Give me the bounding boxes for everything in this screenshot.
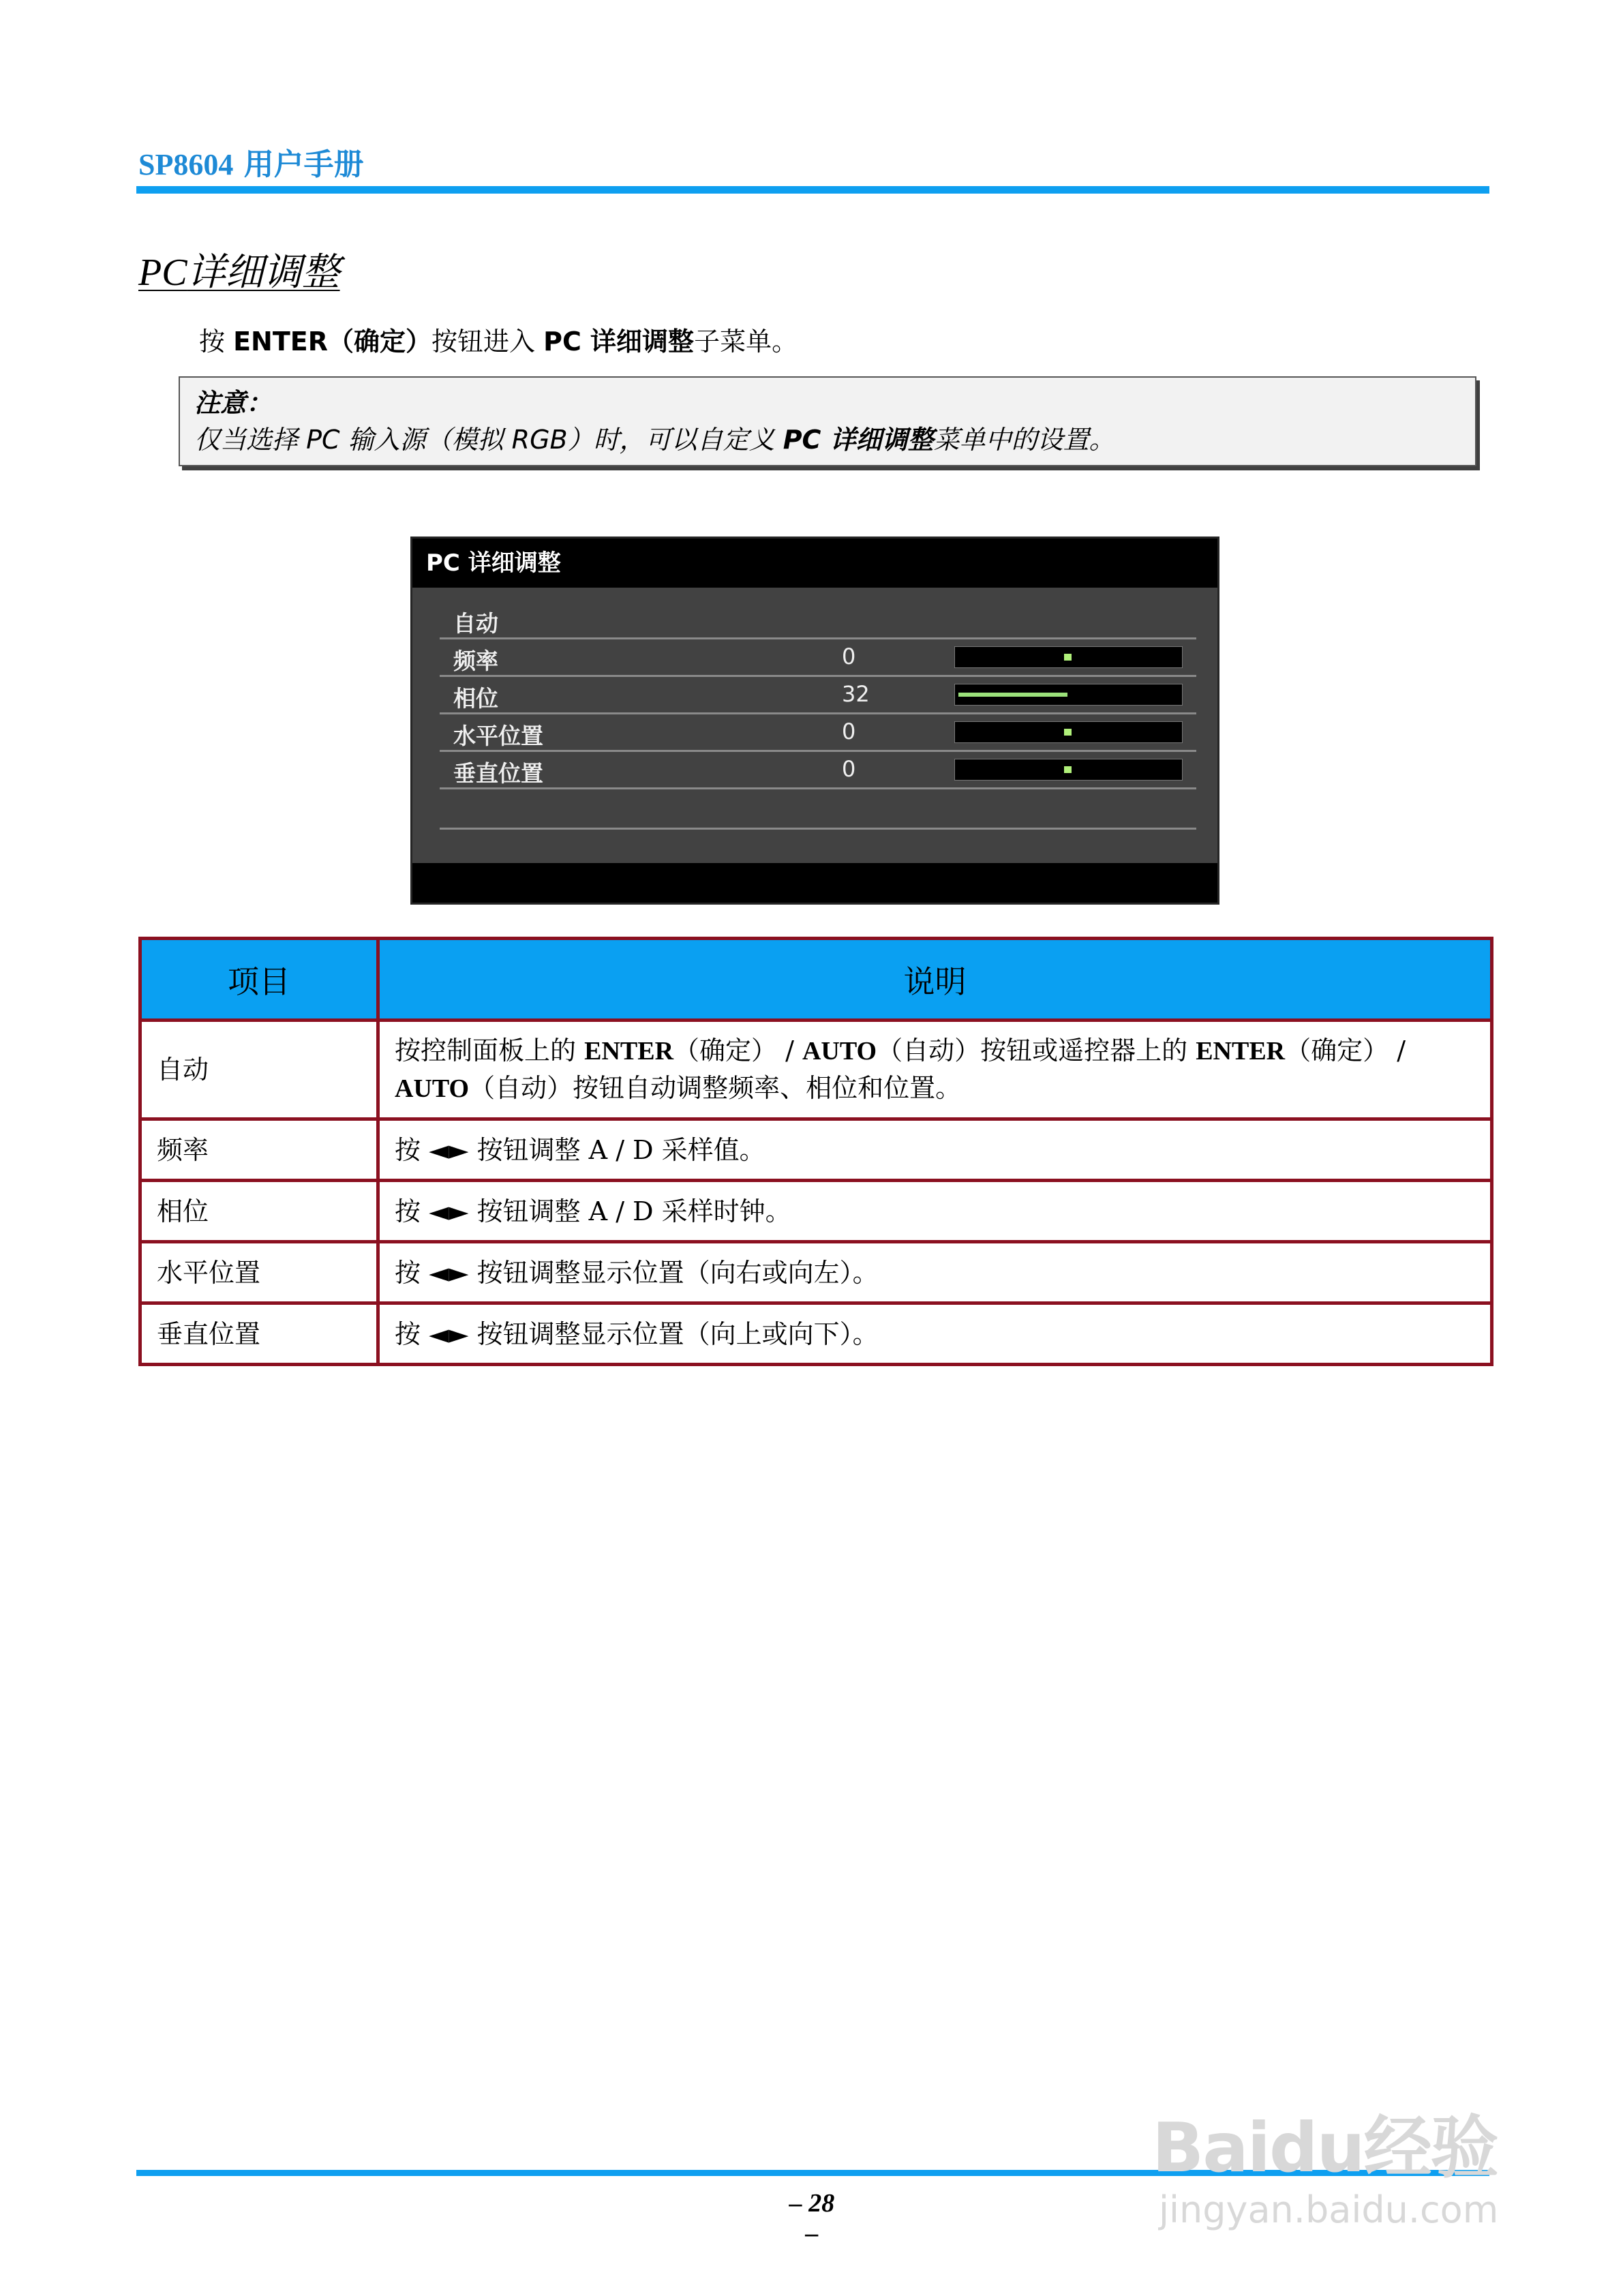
intro-menu-name: PC 详细调整 <box>543 327 695 357</box>
osd-slider <box>954 646 1183 668</box>
desc-part: （自动）按钮自动调整频率、相位和位置。 <box>469 1073 962 1103</box>
osd-divider <box>440 828 1196 830</box>
osd-value: 0 <box>842 644 856 669</box>
osd-value: 0 <box>842 756 856 782</box>
table-row <box>140 1119 1492 1181</box>
table-cell-desc: 按 ◄► 按钮调整显示位置（向右或向左）。 <box>378 1242 1492 1303</box>
section-heading <box>138 242 340 297</box>
table-header-row <box>140 939 1492 1021</box>
watermark-logo: Baidu经验 <box>1152 2108 1498 2188</box>
section-heading-latin: PC <box>138 252 187 294</box>
desc-key: AUTO <box>802 1037 877 1066</box>
osd-row-frequency <box>440 639 1196 677</box>
intro-text-1: 按 <box>199 327 234 357</box>
table-header-description: 说明 <box>378 939 1492 1021</box>
osd-label: 自动 <box>453 610 498 637</box>
table-row <box>140 1181 1492 1242</box>
page-number: – 28 – <box>789 2189 835 2248</box>
header-title-text: 用户手册 <box>233 147 364 182</box>
table-header-item: 项目 <box>140 939 378 1021</box>
osd-label: 相位 <box>453 685 498 712</box>
intro-text-2: 按钮进入 <box>431 327 544 357</box>
osd-label: 垂直位置 <box>453 760 543 787</box>
osd-slider-marker <box>1064 766 1072 773</box>
note-text-2: 菜单中的设置。 <box>933 425 1115 455</box>
osd-slider-marker <box>1064 654 1072 661</box>
osd-slider <box>954 721 1183 743</box>
table-cell-desc: 按 ◄► 按钮调整 A / D 采样值。 <box>378 1119 1492 1181</box>
intro-text-3: 子菜单。 <box>694 327 798 357</box>
desc-part: （自动）按钮或遥控器上的 <box>877 1036 1196 1066</box>
osd-menu <box>410 537 1219 905</box>
note-text-1: 仅当选择 PC 输入源（模拟 RGB）时，可以自定义 <box>194 425 783 455</box>
osd-label: 水平位置 <box>453 723 543 749</box>
table-row <box>140 1242 1492 1303</box>
desc-part: （确定） / <box>673 1036 802 1066</box>
table-cell-item: 垂直位置 <box>140 1303 378 1365</box>
osd-slider <box>954 759 1183 781</box>
desc-key: ENTER <box>584 1037 674 1066</box>
table-cell-desc: 按 ◄► 按钮调整显示位置（向上或向下）。 <box>378 1303 1492 1365</box>
desc-part: 按控制面板上的 <box>395 1036 585 1066</box>
osd-row-phase <box>440 677 1196 714</box>
section-heading-text: 详细调整 <box>187 250 340 294</box>
osd-footer-bar <box>412 863 1217 903</box>
table-cell-item: 自动 <box>140 1021 378 1119</box>
table-cell-item: 相位 <box>140 1181 378 1242</box>
table-row <box>140 1021 1492 1119</box>
osd-slider <box>954 684 1183 706</box>
model-name: SP8604 <box>138 148 234 181</box>
osd-row-auto <box>440 602 1196 639</box>
osd-label: 频率 <box>453 648 498 674</box>
desc-key: ENTER <box>1196 1037 1286 1066</box>
desc-key: AUTO <box>395 1074 470 1103</box>
osd-value: 32 <box>842 681 870 707</box>
document-header-title <box>138 140 364 183</box>
osd-slider-fill <box>958 693 1067 697</box>
table-cell-item: 频率 <box>140 1119 378 1181</box>
osd-title: PC 详细调整 <box>412 539 1217 588</box>
desc-part: （确定） / <box>1285 1036 1406 1066</box>
osd-row-v-position <box>440 752 1196 789</box>
intro-enter-key: ENTER（确定） <box>233 327 431 357</box>
watermark-url: jingyan.baidu.com <box>1159 2188 1499 2231</box>
table-cell-desc: 按 ◄► 按钮调整 A / D 采样时钟。 <box>378 1181 1492 1242</box>
header-divider <box>136 186 1489 194</box>
note-text-bold: PC 详细调整 <box>783 425 934 455</box>
table-cell-item: 水平位置 <box>140 1242 378 1303</box>
table-row <box>140 1303 1492 1365</box>
osd-row-h-position <box>440 714 1196 752</box>
table-cell-desc <box>378 1021 1492 1119</box>
description-table <box>138 937 1493 1366</box>
osd-value: 0 <box>842 719 856 744</box>
note-label: 注意： <box>194 388 273 418</box>
osd-slider-marker <box>1064 729 1072 736</box>
intro-paragraph <box>199 320 798 358</box>
note-text <box>194 419 1115 456</box>
